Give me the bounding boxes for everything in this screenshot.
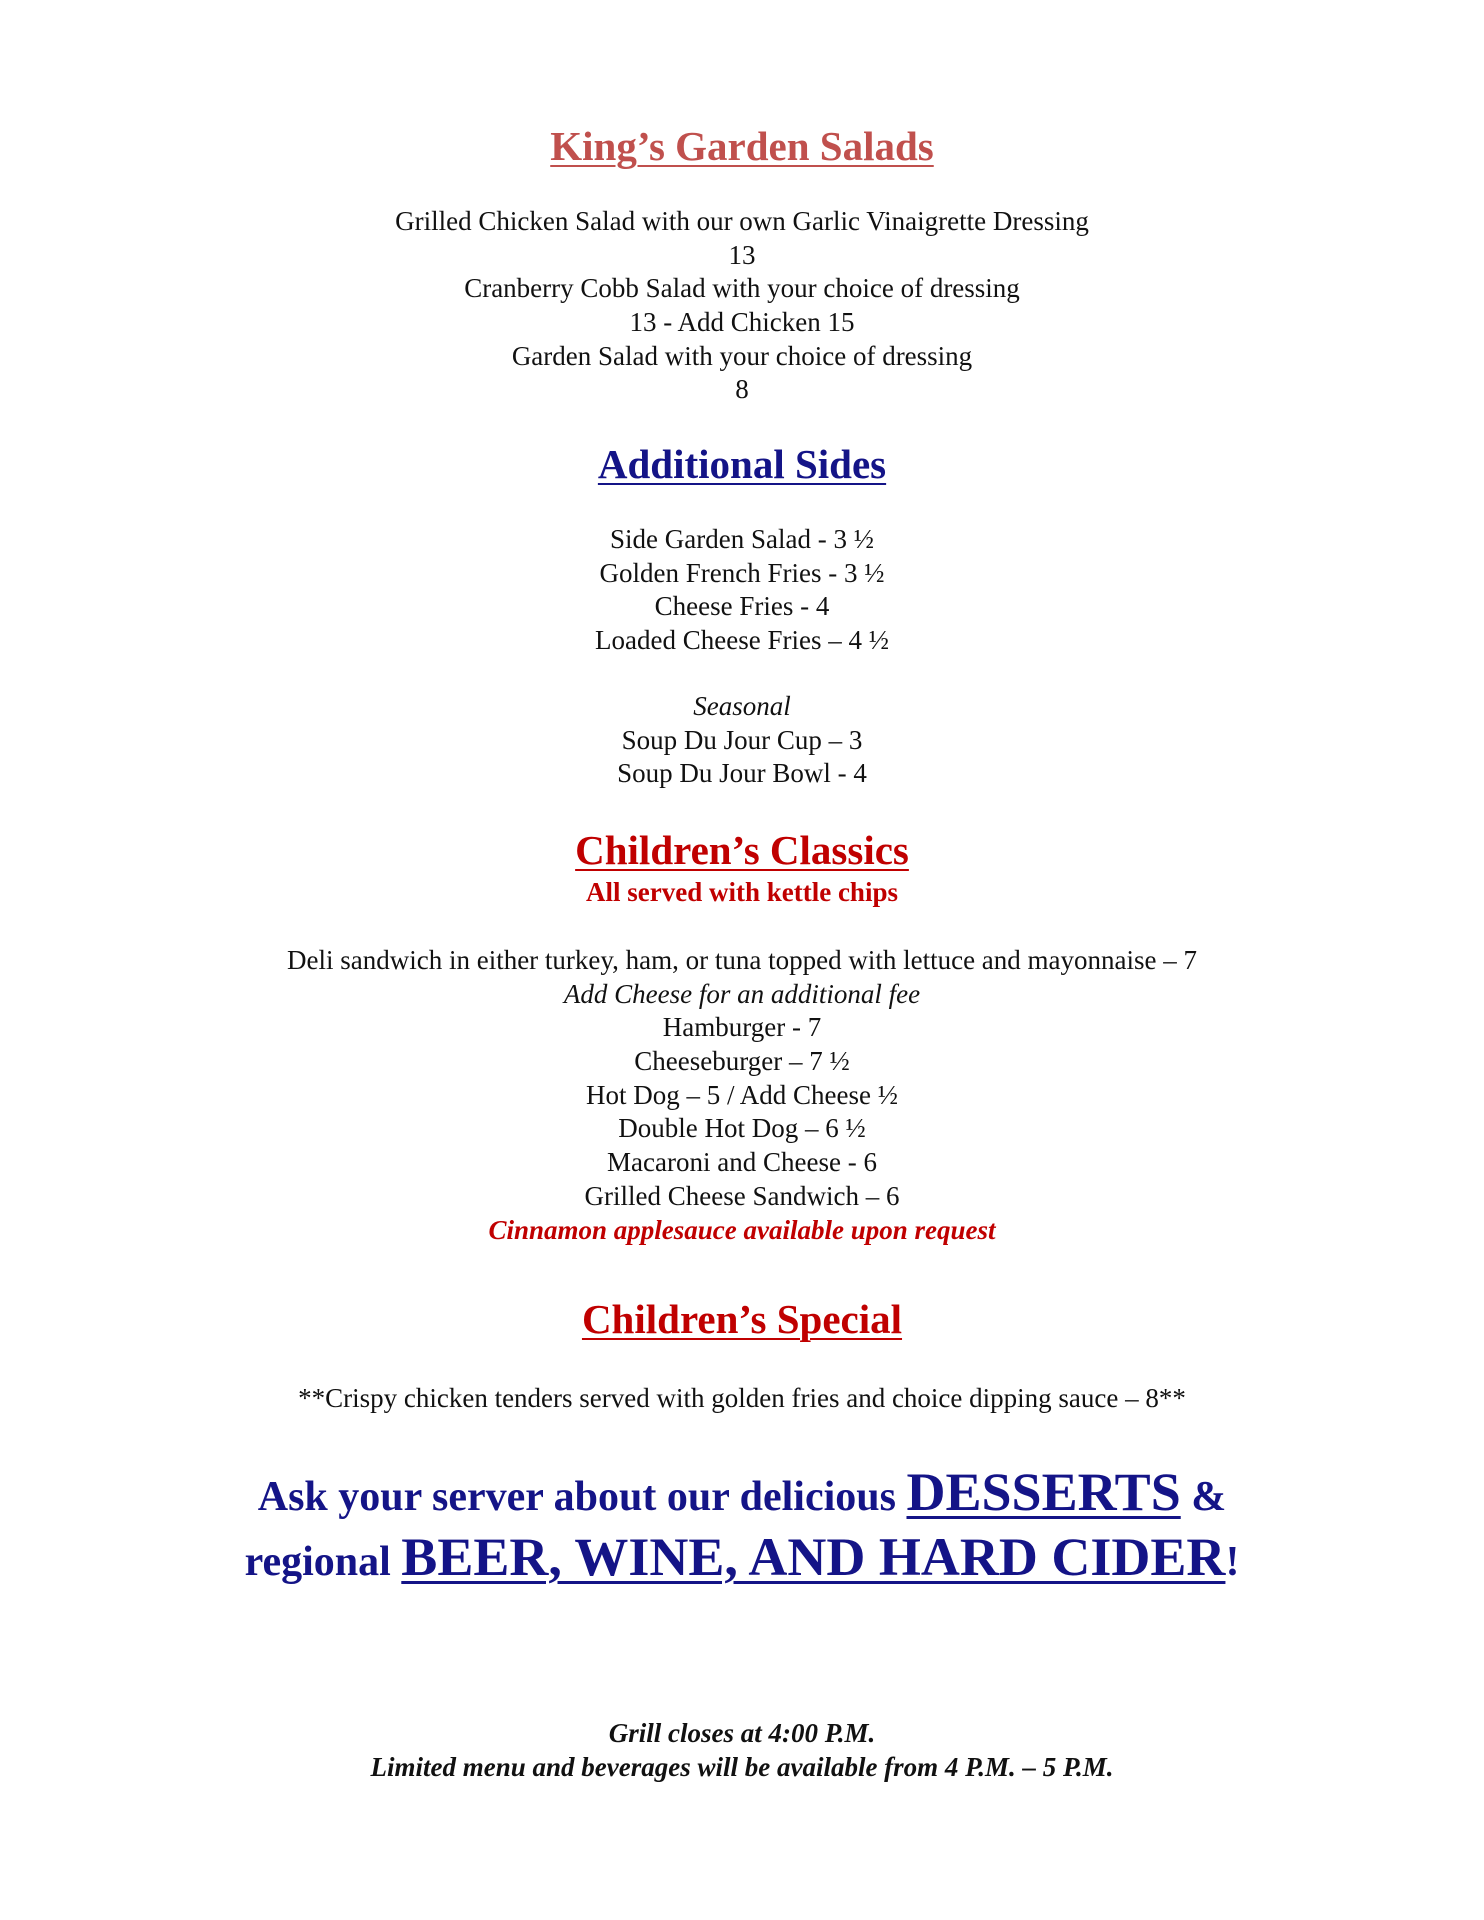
promo-exclamation: ! [1225,1539,1240,1585]
side-item: Loaded Cheese Fries – 4 ½ [595,625,889,656]
salad-item-2: Cranberry Cobb Salad with your choice of dressing [464,273,1020,304]
classics-deli-item: Deli sandwich in either turkey, ham, or tuna topped with lettuce and mayonnaise – 7 [287,945,1197,975]
promo-drinks: BEER, WINE, AND HARD CIDER [401,1527,1226,1587]
limited-menu-note: Limited menu and beverages will be available from 4 P.M. – 5 P.M. [370,1752,1114,1782]
promo-text: Ask your server about our delicious [257,1474,907,1520]
salads-list [0,205,1484,407]
classics-item: Double Hot Dog – 6 ½ [618,1113,866,1144]
side-item: Golden French Fries - 3 ½ [599,557,885,588]
special-list [0,1382,1484,1416]
seasonal-list [0,690,1484,791]
promo-ampersand: & [1180,1474,1227,1520]
footer-hours [0,1716,1484,1784]
special-item: **Crispy chicken tenders served with golden fries and choice dipping sauce – 8** [298,1383,1186,1413]
classics-item: Macaroni and Cheese - 6 [607,1147,877,1178]
salads-heading: King’s Garden Salads [550,123,934,169]
classics-subheading: All served with kettle chips [586,877,898,907]
classics-list [0,944,1484,1247]
grill-closing-note: Grill closes at 4:00 P.M. [608,1718,876,1748]
sides-heading: Additional Sides [597,441,887,487]
salad-item-2-price: 13 - Add Chicken 15 [629,307,855,338]
promo-desserts: DESSERTS [906,1462,1181,1522]
classics-item: Grilled Cheese Sandwich – 6 [584,1180,900,1211]
seasonal-item: Soup Du Jour Cup – 3 [621,724,863,755]
classics-item: Hot Dog – 5 / Add Cheese ½ [586,1079,898,1110]
seasonal-label: Seasonal [693,691,791,721]
salad-item-3-price: 8 [735,374,749,405]
promo-line-2 [0,1527,1484,1592]
side-item: Side Garden Salad - 3 ½ [610,524,874,554]
promo-line-1 [0,1462,1484,1527]
classics-cheese-note: Add Cheese for an additional fee [563,978,921,1009]
special-heading: Children’s Special [581,1296,903,1342]
sides-list [0,523,1484,658]
classics-item: Hamburger - 7 [662,1012,822,1043]
classics-heading: Children’s Classics [575,827,909,873]
salad-item-3: Garden Salad with your choice of dressing [511,340,973,371]
promo-banner [0,1462,1484,1592]
promo-text-regional: regional [244,1539,402,1585]
classics-item: Cheeseburger – 7 ½ [634,1046,850,1077]
seasonal-item: Soup Du Jour Bowl - 4 [617,758,867,789]
salad-item-1-price: 13 [728,239,756,270]
side-item: Cheese Fries - 4 [654,591,830,622]
applesauce-note: Cinnamon applesauce available upon request [488,1214,996,1245]
salad-item-1: Grilled Chicken Salad with our own Garlic Vinaigrette Dressing [395,206,1089,236]
